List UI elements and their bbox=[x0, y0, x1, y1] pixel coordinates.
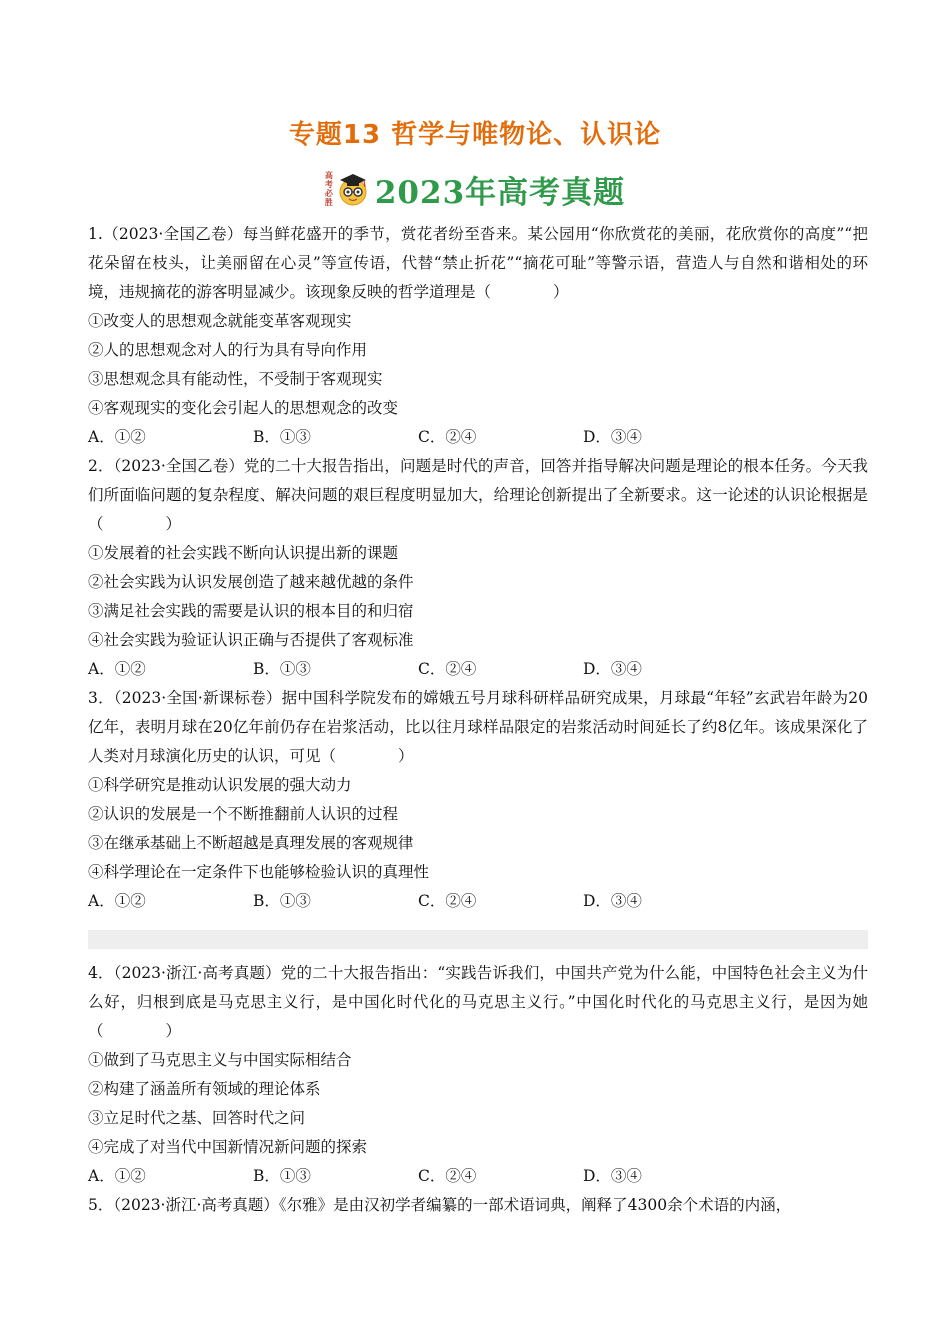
page-title: 专题13 哲学与唯物论、认识论 bbox=[288, 120, 662, 150]
answer-choices bbox=[88, 655, 868, 684]
question-stem: 3．（2023·全国·新课标卷）据中国科学院发布的嫦娥五号月球科研样品研究成果，月球最“年轻”玄武岩年龄为20亿年，表明月球在20亿年前仍存在岩浆活动，比以往月球样品限定的岩浆活动时间延长了约8亿年。该成果深化了人类对月球演化历史的认识，可见（ ） bbox=[88, 689, 868, 765]
question-3 bbox=[88, 684, 868, 916]
seal-char: 高 bbox=[324, 171, 333, 180]
choice-a: A．①② bbox=[88, 1167, 146, 1185]
statement-option: ③立足时代之基、回答时代之问 bbox=[88, 1109, 306, 1127]
question-list bbox=[88, 220, 868, 1220]
choice-c: C．②④ bbox=[418, 428, 477, 446]
seal-char: 胜 bbox=[324, 198, 333, 207]
question-stem: 4．（2023·浙江·高考真题）党的二十大报告指出：“实践告诉我们，中国共产党为什么能，中国特色社会主义为什么好，归根到底是马克思主义行，是中国化时代化的马克思主义行。”中国化时代化的马克思主义行，是因为她（ ） bbox=[88, 964, 868, 1040]
answer-choices bbox=[88, 1162, 868, 1191]
choice-c: C．②④ bbox=[418, 892, 477, 910]
statement-option: ④社会实践为验证认识正确与否提供了客观标准 bbox=[88, 631, 414, 649]
statement-option: ③在继承基础上不断超越是真理发展的客观规律 bbox=[88, 834, 414, 852]
choice-a: A．①② bbox=[88, 892, 146, 910]
choice-d: D．③④ bbox=[583, 1167, 642, 1185]
statement-option: ④客观现实的变化会引起人的思想观念的改变 bbox=[88, 399, 399, 417]
choice-c: C．②④ bbox=[418, 660, 477, 678]
banner-title: 2023年高考真题 bbox=[374, 174, 626, 211]
answer-choices bbox=[88, 423, 868, 452]
question-stem: 5．（2023·浙江·高考真题）《尔雅》是由汉初学者编纂的一部术语词典，阐释了4300余个术语的内涵， bbox=[88, 1196, 792, 1214]
answer-choices bbox=[88, 887, 868, 916]
choice-b: B．①③ bbox=[253, 428, 311, 446]
seal-char: 考 bbox=[324, 180, 333, 189]
statement-option: ②社会实践为认识发展创造了越来越优越的条件 bbox=[88, 573, 414, 591]
statement-option: ②认识的发展是一个不断推翻前人认识的过程 bbox=[88, 805, 399, 823]
statement-option: ④科学理论在一定条件下也能够检验认识的真理性 bbox=[88, 863, 430, 881]
banner bbox=[0, 166, 950, 212]
statement-option: ①发展着的社会实践不断向认识提出新的课题 bbox=[88, 544, 399, 562]
statement-option: ①科学研究是推动认识发展的强大动力 bbox=[88, 776, 352, 794]
banner-seal bbox=[325, 171, 333, 207]
question-1 bbox=[88, 220, 868, 452]
choice-d: D．③④ bbox=[583, 892, 642, 910]
choice-d: D．③④ bbox=[583, 660, 642, 678]
statement-option: ②构建了涵盖所有领域的理论体系 bbox=[88, 1080, 321, 1098]
statement-option: ①改变人的思想观念就能变革客观现实 bbox=[88, 312, 352, 330]
statement-option: ④完成了对当代中国新情况新问题的探索 bbox=[88, 1138, 368, 1156]
choice-d: D．③④ bbox=[583, 428, 642, 446]
statement-option: ③满足社会实践的需要是认识的根本目的和归宿 bbox=[88, 602, 414, 620]
choice-b: B．①③ bbox=[253, 892, 311, 910]
choice-a: A．①② bbox=[88, 428, 146, 446]
question-stem: 1.（2023·全国乙卷）每当鲜花盛开的季节，赏花者纷至沓来。某公园用“你欣赏花的美丽，花欣赏你的高度”“把花朵留在枝头，让美丽留在心灵”等宣传语，代替“禁止折花”“摘花可耻”等警示语，营造人与自然和谐相处的环境，违规摘花的游客明显减少。该现象反映的哲学道理是（ ） bbox=[88, 225, 868, 301]
question-stem: 2．（2023·全国乙卷）党的二十大报告指出，问题是时代的声音，回答并指导解决问题是理论的根本任务。今天我们所面临问题的复杂程度、解决问题的艰巨程度明显加大，给理论创新提出了全新要求。这一论述的认识论根据是（ ） bbox=[88, 457, 868, 533]
choice-b: B．①③ bbox=[253, 660, 311, 678]
statement-option: ③思想观念具有能动性，不受制于客观现实 bbox=[88, 370, 383, 388]
question-2 bbox=[88, 452, 868, 684]
statement-option: ②人的思想观念对人的行为具有导向作用 bbox=[88, 341, 368, 359]
choice-b: B．①③ bbox=[253, 1167, 311, 1185]
question-5 bbox=[88, 1191, 868, 1220]
section-divider bbox=[88, 930, 868, 949]
seal-char: 必 bbox=[324, 189, 333, 198]
statement-option: ①做到了马克思主义与中国实际相结合 bbox=[88, 1051, 352, 1069]
choice-c: C．②④ bbox=[418, 1167, 477, 1185]
question-4 bbox=[88, 959, 868, 1191]
choice-a: A．①② bbox=[88, 660, 146, 678]
graduate-mascot-icon bbox=[335, 171, 371, 207]
